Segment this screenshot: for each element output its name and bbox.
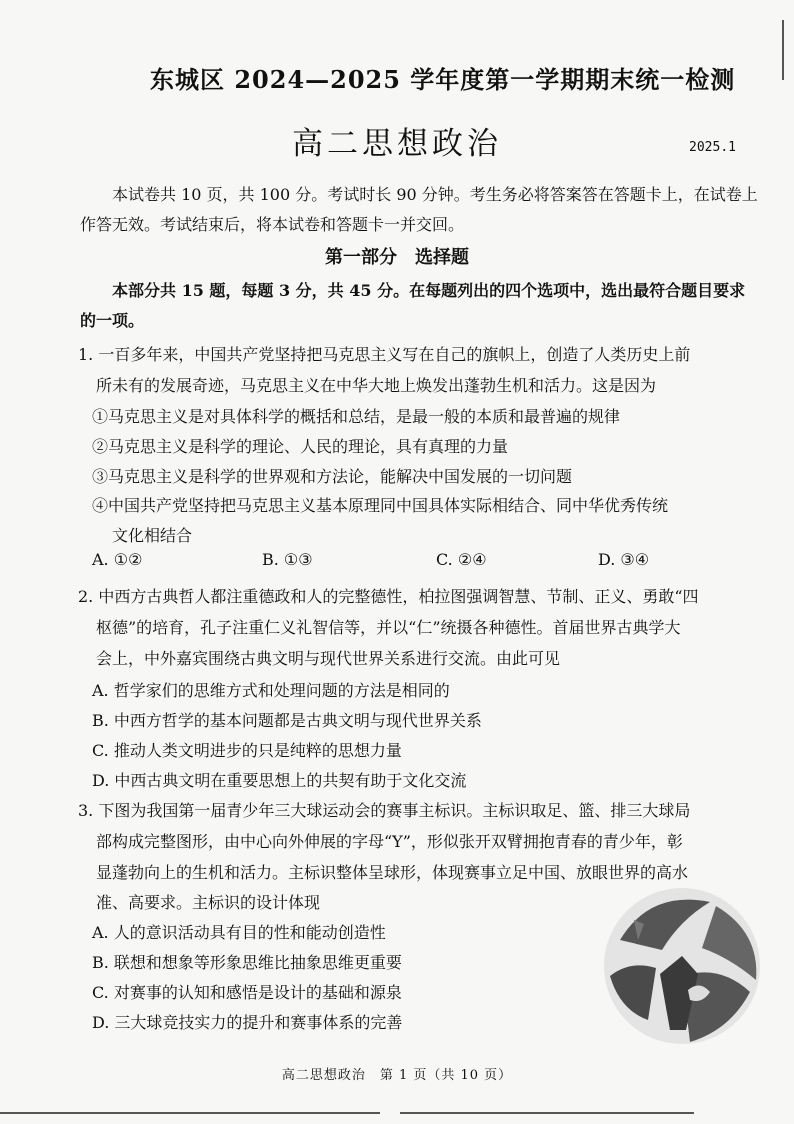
q1-stem-line1: 1. 一百多年来，中国共产党坚持把马克思主义写在自己的旗帜上，创造了人类历史上前 <box>78 345 691 364</box>
exam-title: 东城区 2024—2025 学年度第一学期期末统一检测 <box>150 65 736 94</box>
q1-choice-d: D. ③④ <box>598 550 650 569</box>
bottom-rule-left <box>0 1112 380 1114</box>
q1-choice-a: A. ①② <box>92 550 143 569</box>
q1-statement-3: ③马克思主义是科学的世界观和方法论，能解决中国发展的一切问题 <box>92 467 573 486</box>
q1-choice-c: C. ②④ <box>436 550 487 569</box>
q1-stem-line2: 所未有的发展奇迹，马克思主义在中华大地上焕发出蓬勃生机和活力。这是因为 <box>96 376 657 395</box>
q1-choice-b: B. ①③ <box>262 550 313 569</box>
q3-stem-line2: 部构成完整图形，由中心向外伸展的字母“Y”，形似张开双臂拥抱青春的青少年，彰 <box>96 832 683 851</box>
subject-title: 高二思想政治 <box>292 126 502 162</box>
q3-option-a: A. 人的意识活动具有目的性和能动创造性 <box>92 923 386 942</box>
q2-stem-line2: 枢德”的培育，孔子注重仁义礼智信等，并以“仁”统摄各种德性。首届世界古典学大 <box>96 618 681 637</box>
section-title: 第一部分 选择题 <box>325 247 469 268</box>
q3-stem-line4: 准、高要求。主标识的设计体现 <box>96 893 321 912</box>
page-footer: 高二思想政治 第 1 页（共 10 页） <box>281 1068 513 1083</box>
instructions: 本试卷共 10 页，共 100 分。考试时长 90 分钟。考生务必将答案答在答题卡上，在试卷上作答无效。考试结束后，将本试卷和答题卡一并交回。 <box>80 185 758 234</box>
exam-date: 2025.1 <box>689 140 736 155</box>
q1-statement-4-line2: 文化相结合 <box>112 526 193 545</box>
q2-stem-line3: 会上，中外嘉宾围绕古典文明与现代世界关系进行交流。由此可见 <box>96 649 561 668</box>
q2-option-b: B. 中西方哲学的基本问题都是古典文明与现代世界关系 <box>92 711 482 730</box>
q2-option-c: C. 推动人类文明进步的只是纯粹的思想力量 <box>92 741 402 760</box>
event-logo-icon <box>590 880 770 1050</box>
q3-stem-line3: 显蓬勃向上的生机和活力。主标识整体呈球形，体现赛事立足中国、放眼世界的高水 <box>96 863 689 882</box>
q2-option-a: A. 哲学家们的思维方式和处理问题的方法是相同的 <box>92 681 450 700</box>
q2-option-d: D. 中西古典文明在重要思想上的共契有助于文化交流 <box>92 771 467 790</box>
q2-stem-line1: 2. 中西方古典哲人都注重德政和人的完整德性，柏拉图强调智慧、节制、正义、勇敢“四 <box>78 587 699 606</box>
q3-option-b: B. 联想和想象等形象思维比抽象思维更重要 <box>92 953 402 972</box>
q3-option-c: C. 对赛事的认知和感悟是设计的基础和源泉 <box>92 983 402 1002</box>
q3-option-d: D. 三大球竞技实力的提升和赛事体系的完善 <box>92 1013 403 1032</box>
q1-statement-2: ②马克思主义是科学的理论、人民的理论，具有真理的力量 <box>92 437 509 456</box>
section-description: 本部分共 15 题，每题 3 分，共 45 分。在每题列出的四个选项中，选出最符合题目要求的一项。 <box>80 281 746 330</box>
q1-statement-4-line1: ④中国共产党坚持把马克思主义基本原理同中国具体实际相结合、同中华优秀传统 <box>92 496 669 515</box>
scan-edge-mark <box>782 20 784 80</box>
q3-stem-line1: 3. 下图为我国第一届青少年三大球运动会的赛事主标识。主标识取足、篮、排三大球局 <box>78 801 691 820</box>
bottom-rule-right <box>400 1112 694 1114</box>
q1-statement-1: ①马克思主义是对具体科学的概括和总结，是最一般的本质和最普遍的规律 <box>92 407 621 426</box>
